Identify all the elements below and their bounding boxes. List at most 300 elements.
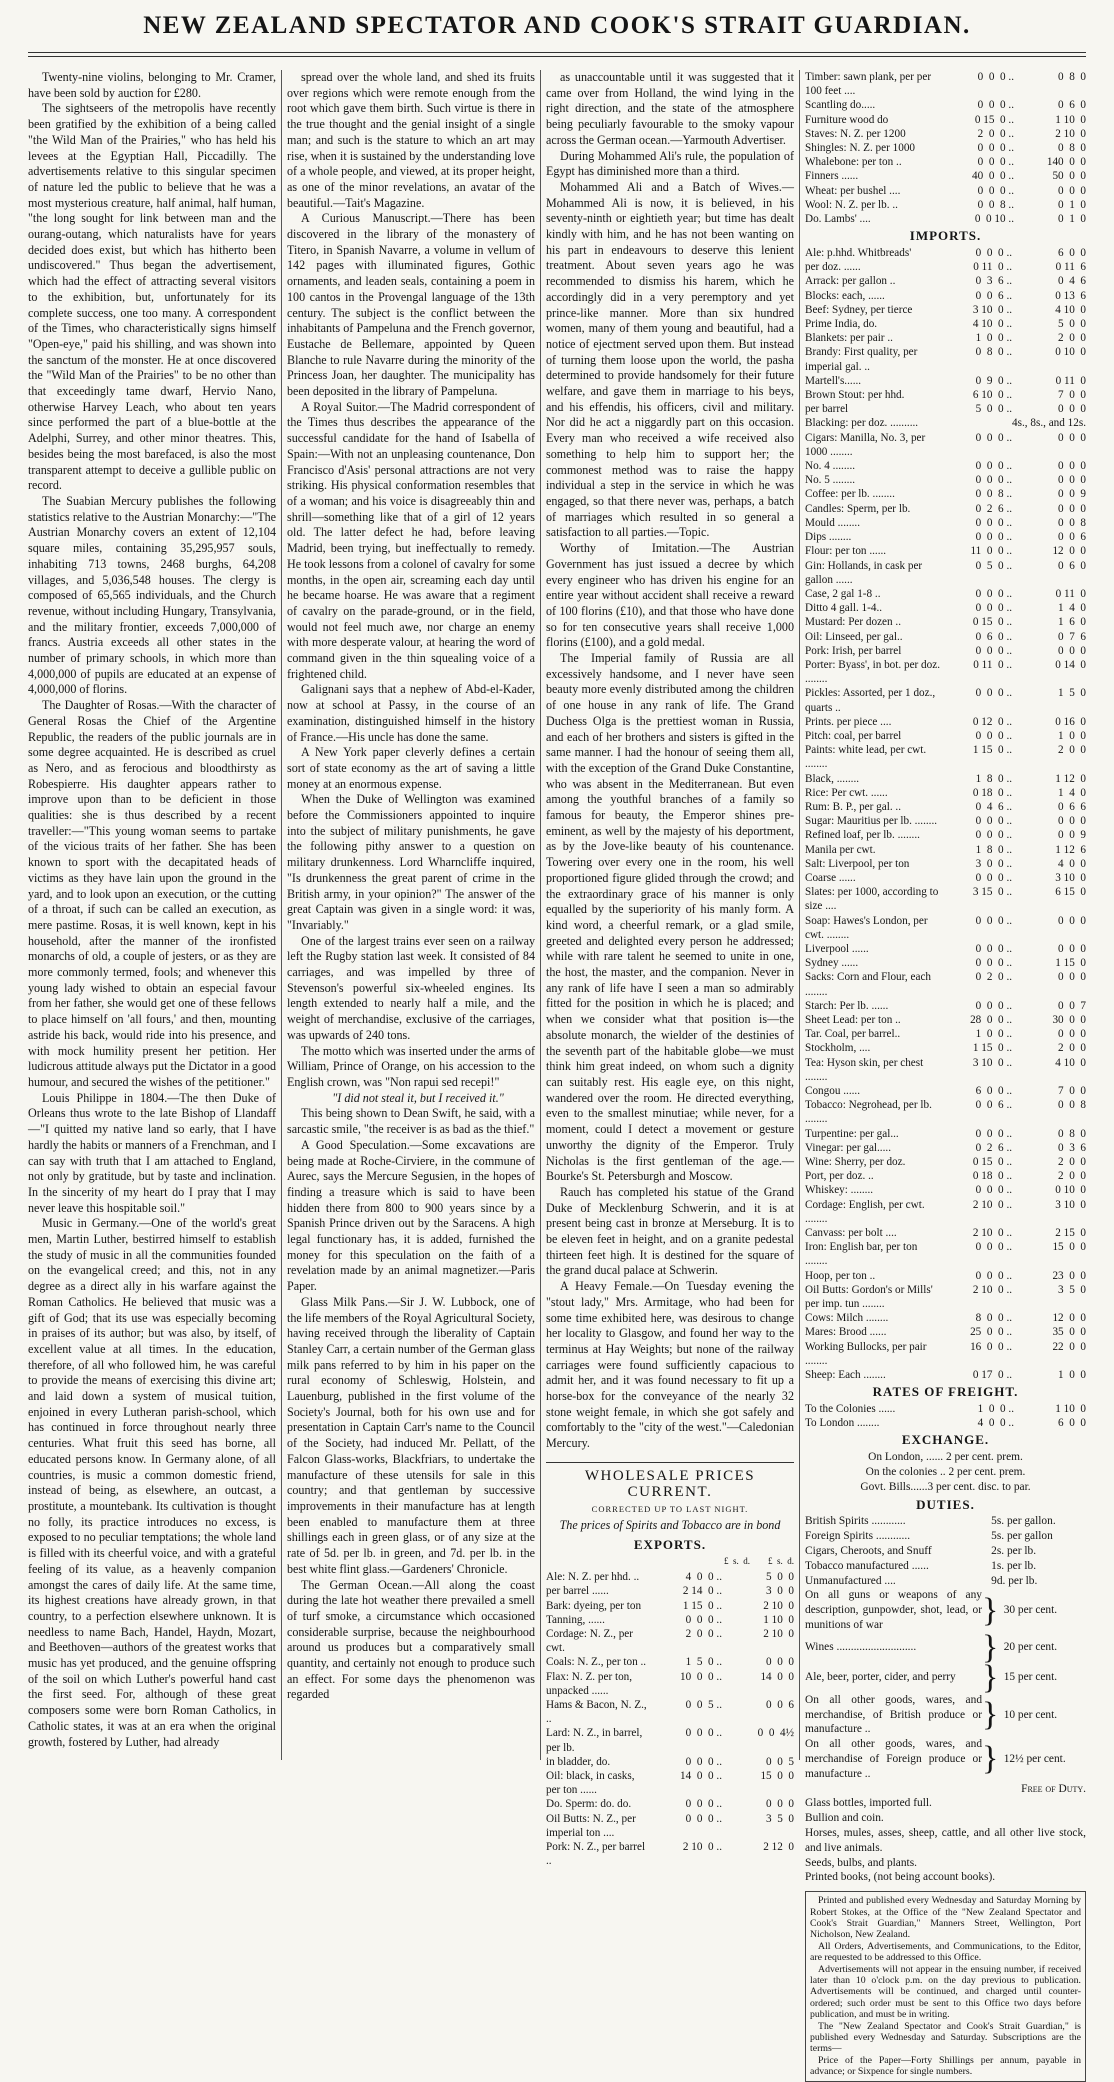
price-low: 5 0 0 .. [975, 403, 1013, 416]
exchange-line: On the colonies .. 2 per cent. prem. [865, 1466, 1026, 1479]
price-low: 0 0 0 .. [977, 184, 1014, 197]
price-item: Prints. per piece .... [805, 715, 892, 728]
price-item: Finners ...... [805, 170, 859, 183]
article-paragraph: When the Duke of Wellington was examined before the Commissioners appointed to inquire into the subject of military punishments, he gave the following pithy answer to a question on military drunkenness. Lord Wharncliffe inquired, "Is drunkenness the great parent of crime in the British army, in your opinion?" The answer of the great Captain was given in a single word: it was, "Invariably." [287, 792, 535, 932]
price-item: Shingles: N. Z. per 1000 [805, 142, 916, 155]
price-item: Cigars: Manilla, No. 3, per 1000 ........ [805, 431, 926, 458]
price-high: 2 12 0 [763, 1840, 794, 1853]
duty-row [805, 1559, 1086, 1574]
import-row [805, 388, 1086, 402]
price-high: 15 0 0 [760, 1769, 794, 1782]
price-item: Porter: Byass', in bot. per doz. ........ [805, 658, 941, 686]
duty-braced-row [805, 1737, 1086, 1781]
import-row [805, 1013, 1086, 1027]
price-high: 4 10 0 [1055, 1056, 1086, 1069]
imprint-line: All Orders, Advertisements, and Communications, to the Editor, are requested to be addressed to this Office. [810, 1940, 1081, 1964]
price-low: 0 9 0 .. [975, 374, 1013, 387]
price-high: 4s., 8s., and 12s. [1012, 417, 1086, 430]
price-high: 0 0 7 [1058, 999, 1086, 1012]
import-row [805, 374, 1086, 388]
import-row [805, 843, 1086, 857]
export-row [546, 1698, 794, 1726]
price-high: 0 0 8 [1058, 516, 1086, 529]
price-item: Timber: sawn plank, per per 100 feet .... [805, 71, 932, 98]
price-item: Congou ...... [805, 1085, 861, 1098]
column-rule [281, 70, 282, 1760]
import-row [805, 1183, 1086, 1197]
price-low: 6 10 0 .. [972, 389, 1013, 402]
exchange-heading: EXCHANGE. [901, 1432, 990, 1448]
price-low: 2 10 0 .. [972, 1283, 1013, 1296]
duty-item: Cigars, Cheroots, and Snuff [805, 1545, 932, 1558]
price-high: 4 0 0 [1058, 857, 1086, 870]
price-low: 0 0 0 .. [685, 1613, 722, 1626]
price-high: 0 11 6 [1055, 261, 1086, 274]
price-low: 3 10 0 .. [972, 303, 1013, 316]
duty-item: Foreign Spirits ............ [805, 1530, 911, 1543]
import-row [805, 473, 1086, 487]
article-paragraph: Galignani says that a nephew of Abd-el-Kader, now at school at Passy, in the course of an examination, distinguished himself in the history of France.—His uncle has done the same. [287, 682, 535, 744]
price-item: Sugar: Mauritius per lb. ........ [805, 815, 938, 828]
duties-braced-table [805, 1588, 1086, 1781]
price-high: 0 6 6 [1058, 800, 1086, 813]
price-high: 6 0 0 [1058, 1417, 1086, 1430]
free-item: Glass bottles, imported full. [805, 1797, 932, 1810]
export-row [805, 141, 1086, 155]
article-paragraph: Rauch has completed his statue of the Grand Duke of Mecklenburg Schwerin, and it is at present being cast in bronze at Merseburg. It is to be eleven feet in height, and on a granite pedestal thirteen feet high. It is destined for the square of the grand ducal palace at Schwerin. [546, 1184, 794, 1278]
price-item: Port, per doz. .. [805, 1170, 874, 1183]
price-high: 0 10 0 [1055, 346, 1086, 359]
price-low: 16 0 0 .. [970, 1340, 1013, 1353]
free-item: Horses, mules, asses, sheep, cattle, and all other live stock, and live animals. [805, 1827, 1086, 1854]
price-item: Sydney ...... [805, 957, 859, 970]
duty-rate: 2s. per lb. [991, 1545, 1037, 1558]
price-item: Soap: Hawes's London, per cwt. ........ [805, 914, 928, 941]
duty-item: Wines ............................ [805, 1641, 917, 1654]
duty-row [805, 1574, 1086, 1589]
price-low: 0 0 0 .. [975, 729, 1013, 742]
export-row [805, 198, 1086, 212]
price-item: Beef: Sydney, per tierce [805, 303, 913, 316]
price-item: Flour: per ton ...... [805, 545, 887, 558]
price-item: Hams & Bacon, N. Z., .. [546, 1698, 647, 1726]
price-low: 28 0 0 .. [970, 1014, 1013, 1026]
price-high: 2 0 0 [1058, 1042, 1086, 1055]
price-item: Whalebone: per ton .. [805, 156, 902, 169]
price-high: 2 10 0 [1055, 127, 1086, 140]
import-row [805, 345, 1086, 373]
price-low: 0 0 0 .. [975, 914, 1013, 927]
price-high: 6 15 0 [1055, 886, 1086, 899]
price-high: 0 6 0 [1058, 99, 1086, 112]
price-high: 3 10 0 [1055, 1198, 1086, 1211]
price-item: Working Bullocks, per pair ........ [805, 1340, 927, 1367]
price-high: 0 13 6 [1055, 289, 1086, 302]
import-row [805, 1084, 1086, 1098]
price-high: 1 6 0 [1058, 616, 1086, 629]
exports-table-continued [805, 70, 1086, 226]
export-row [546, 1812, 794, 1840]
price-low: 0 18 0 .. [972, 786, 1013, 799]
price-high: 1 10 0 [1055, 1403, 1086, 1416]
price-low: 8 0 0 .. [975, 1312, 1013, 1325]
price-item: Rice: Per cwt. ...... [805, 786, 888, 799]
article-paragraph: A Heavy Female.—On Tuesday evening the "stout lady," Mrs. Armitage, who had been for some time exhibited here, was desirous to change her locality to Glasgow, and found her way to the terminus at Hay Weights; but none of the railway carriages were found sufficiently capacious to admit her, and it was found necessary to fit up a horse-box for the conveyance of the nearly 32 stone weight female, in which she got safely and comfortably to the "city of the west."—Caledonian Mercury. [546, 1279, 794, 1451]
price-item: Staves: N. Z. per 1200 [805, 127, 906, 140]
price-high: 0 0 0 [1058, 914, 1086, 927]
price-high: 0 0 6 [766, 1698, 794, 1711]
price-item: Cordage: N. Z., per cwt. [546, 1627, 633, 1655]
import-row [805, 800, 1086, 814]
price-high: 0 16 0 [1055, 715, 1086, 728]
price-low: 0 0 0 .. [975, 1241, 1013, 1254]
price-low: 1 15 0 .. [682, 1599, 722, 1612]
price-high: 1 0 0 [1058, 1369, 1086, 1382]
price-low: 0 0 0 .. [975, 871, 1013, 884]
price-item: Candles: Sperm, per lb. [805, 502, 911, 515]
price-item: Paints: white lead, per cwt. ........ [805, 744, 927, 771]
price-low: 1 0 0 .. [975, 332, 1013, 345]
brace-glyph: } [982, 1740, 999, 1778]
article-paragraph: This being shown to Dean Swift, he said, with a sarcastic smile, "the receiver is as bad as the thief." [287, 1106, 535, 1137]
price-low: 11 0 0 .. [970, 545, 1013, 558]
price-item: Tar. Coal, per barrel.. [805, 1028, 901, 1041]
free-of-duty-heading: Free of Duty. [1021, 1782, 1086, 1795]
import-row [805, 658, 1086, 686]
price-item: Mares: Brood ...... [805, 1326, 887, 1339]
import-row [805, 743, 1086, 771]
price-item: Lard: N. Z., in barrel, per lb. [546, 1727, 643, 1754]
article-paragraph: Worthy of Imitation.—The Austrian Government has just issued a decree by which every engineer who has driven his engine for an entire year without accident shall receive a reward of 100 florins (£10), and that those who have done so for ten consecutive years shall receive 1,000 florins (£100), and a gold medal. [546, 541, 794, 650]
article-paragraph: spread over the whole land, and shed its fruits over regions which were remote enough from the root which gave them birth. Such virtue is there in the true thought and the genial insight of a single man; and such is the stature to which an art may rise, when it is sustained by the understanding love of a whole people, and viewed, at its proper height, as one of the minor revelations, an avatar of the beautiful.—Tait's Magazine. [287, 70, 535, 210]
price-low: 0 0 0 .. [975, 431, 1013, 444]
duty-row [805, 1514, 1086, 1529]
imprint-line: Advertisements will not appear in the ensuing number, if received later than 10 o'clock p.m. on the day previous to publication. Advertisements will be continued, and charged until counter-ordered; such order must be sent to this Office two days before publication, and must be in writing. [810, 1963, 1081, 2021]
price-high: 0 0 0 [1058, 942, 1086, 955]
export-row [805, 155, 1086, 169]
price-high: 0 0 0 [1058, 502, 1086, 515]
price-low: 2 10 0 .. [972, 1198, 1013, 1211]
price-high: 0 0 6 [1058, 531, 1086, 544]
imprint-box [805, 1891, 1086, 2082]
price-high: 0 0 0 [1058, 474, 1086, 487]
import-row [805, 885, 1086, 913]
duty-rate: 20 per cent. [1003, 1641, 1058, 1654]
import-row [805, 686, 1086, 714]
import-row [805, 530, 1086, 544]
import-row [805, 416, 1086, 430]
price-high: 7 0 0 [1058, 389, 1086, 402]
price-high: 0 1 0 [1058, 213, 1086, 226]
export-row [546, 1726, 794, 1754]
article-paragraph: as unaccountable until it was suggested that it came over from Holland, the wind lying in the right direction, and the state of the atmosphere being peculiarly favourable to the smoky vapour across the German ocean.—Yarmouth Advertiser. [546, 70, 794, 147]
imprint-line: The "New Zealand Spectator and Cook's Strait Guardian," is published every Wednesday and Saturday. Subscriptions are the terms— [810, 2020, 1081, 2055]
price-item: Slates: per 1000, according to size .... [805, 886, 939, 913]
article-paragraph: A Royal Suitor.—The Madrid correspondent of the Times thus describes the appearance of the successful candidate for the hand of Isabella of Spain:—With not an unpleasing countenance, Don Francisco d'Asis' personal attractions are not very striking. His physical conformation resembles that of a woman; and his voice is disagreeably thin and shrill—something like that of a girl of 12 years old. The latter defect he had, before leaving Madrid, been trying, but ineffectually to remedy. He took lessons from a colonel of cavalry for some months, in the open air, screaming each day until he became hoarse. He was aware that a regiment of cavalry on the parade-ground, or in the field, would not feel much awe, nor charge an enemy with more desperate valour, at hearing the word of command given in the thin squealing voice of a frightened child. [287, 399, 535, 681]
exchange-line: On London, ...... 2 per cent. prem. [868, 1451, 1023, 1464]
price-high: 1 10 0 [1055, 113, 1086, 126]
price-low: 0 15 0 .. [972, 1156, 1013, 1169]
article-paragraph: Music in Germany.—One of the world's great men, Martin Luther, bestirred himself to establish the study of music in all the communities founded on the evangelical creed; and this, not in any degree as a direct ally in his warfare against the Roman Catholics. He believed that music was a gift of God; that its use was especially becoming in praises of its author; but was also, by itself, of excellent value at all times. In the education, therefore, of all who followed him, he was careful to provide the means of exercising this divine art; and laid down a system of musical tuition, enjoined in every Lutheran parish-school, which has continued in force throughout nearly three centuries. What fruit this seed has borne, all educated persons know. In Germany alone, of all countries, is music a common domestic friend, instead of being, as elsewhere, an outcast, a prostitute, a mountebank. Its cultivation is thought no folly, its practice introduces no excess, is exposed to no peculiar temptations; the whole land is filled with its cheerful voice, and with a grateful feeling of its value, as a heavenly companion amongst the cares of daily life. At the same time, its highest creations have already grown, in that country, to a perfection elsewhere unknown. It is needless to name Bach, Handel, Haydn, Mozart, and Beethoven—authors of the greatest works that music has yet produced, and the genuine offspring of the soil on which Luther's powerful hand cast the first seed. For, although of these great composers some were born Roman Catholics, in Catholic states, it was at an era when the original growth, fostered by Luther, had already [28, 1216, 276, 1749]
price-item: Mould ........ [805, 516, 861, 529]
price-high: 5 0 0 [1058, 318, 1086, 331]
price-item: Brandy: First quality, per imperial gal. .. [805, 346, 918, 373]
brace-glyph: } [982, 1696, 999, 1734]
price-low: 4 0 0 .. [977, 1417, 1014, 1430]
price-item: Brown Stout: per hhd. [805, 389, 905, 402]
price-high: 1 4 0 [1058, 786, 1086, 799]
price-low: 0 15 0 .. [974, 113, 1014, 126]
price-high: 0 0 0 [1058, 184, 1086, 197]
price-high: 1 12 0 [1055, 772, 1086, 785]
duty-item: Tobacco manufactured ...... [805, 1559, 929, 1572]
free-item: Printed books, (not being account books). [805, 1871, 996, 1884]
price-low: 0 12 0 .. [972, 715, 1013, 728]
price-item: Ale: p.hhd. Whitbreads' [805, 247, 912, 260]
price-item: Pork: N. Z., per barrel .. [546, 1840, 646, 1868]
price-item: Ale: N. Z. per hhd. .. [546, 1571, 640, 1584]
price-item: Bark: dyeing, per ton [546, 1599, 642, 1612]
price-high: 0 0 0 [766, 1656, 794, 1669]
price-high: 2 0 0 [1058, 1170, 1086, 1183]
price-item: Sheep: Each ........ [805, 1369, 886, 1382]
price-item: Wine: Sherry, per doz. [805, 1156, 906, 1169]
price-high: 0 14 0 [1055, 658, 1086, 671]
price-low: 0 0 0 .. [975, 644, 1013, 657]
price-high: 0 0 9 [1058, 488, 1086, 501]
export-row [805, 127, 1086, 141]
price-high: 0 10 0 [1055, 1184, 1086, 1197]
import-row [805, 303, 1086, 317]
price-high: 50 0 0 [1052, 170, 1086, 183]
duties-table [805, 1514, 1086, 1588]
price-low: 0 11 0 .. [973, 261, 1013, 274]
import-row [805, 1127, 1086, 1141]
price-item: Pork: Irish, per barrel [805, 644, 902, 657]
price-item: Furniture wood do [805, 113, 889, 126]
price-high: 2 0 0 [1058, 1156, 1086, 1169]
price-low: 0 0 0 .. [975, 587, 1013, 600]
freight-row [805, 1402, 1086, 1416]
import-row [805, 857, 1086, 871]
price-high: 0 0 8 [1058, 1099, 1086, 1112]
duty-item: On all other goods, wares, and merchandise, of British produce or manufacture .. [805, 1693, 983, 1736]
price-low: 0 0 0 .. [975, 531, 1013, 544]
price-low: 0 8 0 .. [975, 346, 1013, 359]
exports-table [546, 1570, 794, 1868]
price-item: Manila per cwt. [805, 843, 876, 856]
duty-rate: 5s. per gallon [991, 1530, 1053, 1543]
duty-row [805, 1529, 1086, 1544]
import-row [805, 786, 1086, 800]
imports-table [805, 246, 1086, 1382]
duties-block [805, 1514, 1086, 1885]
price-high: 0 0 0 [1058, 1028, 1086, 1041]
export-row [546, 1599, 794, 1613]
price-item: Turpentine: per gal... [805, 1127, 899, 1140]
import-row [805, 630, 1086, 644]
masthead: NEW ZEALAND SPECTATOR AND COOK'S STRAIT GUARDIAN. [143, 12, 971, 39]
price-high: 0 0 0 [1058, 460, 1086, 473]
price-low: 0 0 0 .. [975, 957, 1013, 970]
price-high: 1 0 0 [1058, 729, 1086, 742]
import-row [805, 559, 1086, 587]
price-low: 3 15 0 .. [972, 886, 1013, 899]
import-row [805, 1340, 1086, 1368]
import-row [805, 246, 1086, 260]
price-item: Mustard: Per dozen .. [805, 616, 902, 629]
price-high: 0 0 9 [1058, 829, 1086, 842]
article-paragraph: The Suabian Mercury publishes the following statistics relative to the Austrian Monarchy:—"The Austrian Monarchy covers an extent of 12,104 square miles, containing 35,295,957 souls, inhabiting 713 towns, 2468 burghs, 64,208 villages, and 5,036,548 houses. The clergy is composed of 65,565 individuals, and the Church revenue, without including Hungary, Transylvania, and the military frontier, exceeds 7,000,000 of francs. Austria exceeds all other states in the number of primary schools, in which more than 4,000,000 of pupils are educated at an expense of 4,000,000 of florins. [28, 493, 276, 697]
price-item: Coals: N. Z., per ton .. [546, 1656, 647, 1669]
price-item: Wool: N. Z. per lb. .. [805, 198, 898, 211]
import-row [805, 1283, 1086, 1311]
price-item: Oil Butts: Gordon's or Mills' per imp. tun ........ [805, 1283, 933, 1311]
price-high: 2 10 0 [763, 1599, 794, 1612]
price-high: 0 8 0 [1058, 71, 1086, 83]
price-item: Liverpool ...... [805, 942, 869, 955]
article-paragraph: The German Ocean.—All along the coast during the late hot weather there prevailed a smell of turf smoke, a circumstance which occasioned considerable surprise, because the neighbourhood around us produces but a comparatively small quantity, and certainly not enough to produce such an effect. For some days the phenomenon was regarded [287, 1577, 535, 1702]
price-low: 0 0 0 .. [975, 460, 1013, 473]
import-row [805, 942, 1086, 956]
import-row [805, 970, 1086, 998]
price-low: 0 17 0 .. [972, 1369, 1013, 1382]
freight-heading: RATES OF FREIGHT. [872, 1384, 1019, 1400]
price-item: in bladder, do. [546, 1755, 611, 1768]
price-low: 0 0 0 .. [685, 1798, 722, 1811]
price-item: Cows: Milch ........ [805, 1312, 889, 1325]
article-paragraph: The motto which was inserted under the arms of William, Prince of Orange, on his accession to the English crown, was "Non rapui sed recepi!" [287, 1043, 535, 1089]
price-item: Case, 2 gal 1-8 .. [805, 587, 881, 600]
price-item: Scantling do..... [805, 99, 876, 112]
price-low: 0 0 5 .. [685, 1698, 722, 1711]
freight-row [805, 1416, 1086, 1430]
price-high: 1 12 6 [1055, 843, 1086, 856]
price-low: 0 2 6 .. [975, 1141, 1013, 1154]
price-low: 0 0 10 .. [974, 213, 1014, 226]
price-item: Coarse ...... [805, 871, 856, 884]
free-item: Bullion and coin. [805, 1812, 884, 1825]
brace-glyph: } [982, 1591, 999, 1629]
masthead-rule-bottom [28, 56, 1086, 57]
exchange-line: Govt. Bills......3 per cent. disc. to par. [860, 1480, 1031, 1493]
price-high: 0 0 4½ [757, 1727, 794, 1740]
price-high: 2 0 0 [1058, 332, 1086, 345]
price-high: 1 5 0 [1058, 687, 1086, 700]
price-high: 0 0 5 [766, 1755, 794, 1768]
import-row [805, 1240, 1086, 1268]
price-low: 6 0 0 .. [975, 1085, 1013, 1098]
article-paragraph: During Mohammed Ali's rule, the population of Egypt has diminished more than a third. [546, 148, 794, 179]
export-row [546, 1627, 794, 1655]
import-row [805, 544, 1086, 558]
price-low: 0 0 8 .. [977, 198, 1014, 211]
price-low: 0 2 0 .. [975, 971, 1013, 984]
import-row [805, 289, 1086, 303]
price-item: Vinegar: per gal..... [805, 1141, 891, 1154]
export-row [546, 1769, 794, 1797]
price-item: Blankets: per pair .. [805, 332, 893, 345]
price-high: 12 0 0 [1052, 1312, 1086, 1325]
price-item: per barrel [805, 403, 849, 416]
import-row [805, 1311, 1086, 1325]
price-low: 0 4 6 .. [975, 800, 1013, 813]
import-row [805, 402, 1086, 416]
duty-braced-row [805, 1588, 1086, 1632]
import-row [805, 1368, 1086, 1382]
export-row [805, 184, 1086, 198]
price-item: Canvass: per bolt .... [805, 1227, 897, 1240]
import-row [805, 1056, 1086, 1084]
price-item: Iron: English bar, per ton ........ [805, 1241, 918, 1268]
price-low: 0 0 0 .. [685, 1812, 722, 1825]
duty-item: On all guns or weapons of any description, gunpowder, shot, lead, or munitions of war [805, 1589, 983, 1632]
price-high: 0 0 0 [766, 1798, 794, 1811]
article-quote: "I did not steal it, but I received it." [332, 1090, 504, 1105]
export-row [546, 1755, 794, 1769]
import-row [805, 260, 1086, 274]
price-low: 0 0 0 .. [975, 829, 1013, 842]
duty-rate: 9d. per lb. [991, 1574, 1038, 1587]
price-item: Sheet Lead: per ton .. [805, 1014, 901, 1026]
import-row [805, 871, 1086, 885]
price-high: 1 4 0 [1058, 602, 1086, 615]
price-item: Black, ........ [805, 772, 860, 785]
import-row [805, 1098, 1086, 1126]
duty-rate: 30 per cent. [1003, 1604, 1058, 1617]
import-row [805, 1169, 1086, 1183]
price-high: 23 0 0 [1052, 1269, 1086, 1282]
price-high: 7 0 0 [1058, 1085, 1086, 1098]
price-item: Do. Lambs' .... [805, 213, 871, 226]
exports-heading: EXPORTS. [633, 1536, 707, 1552]
price-high: 30 0 0 [1052, 1014, 1086, 1026]
export-row [546, 1670, 794, 1698]
duty-item: Unmanufactured .... [805, 1574, 896, 1587]
price-item: Pickles: Assorted, per 1 doz., quarts .. [805, 687, 936, 714]
import-row [805, 956, 1086, 970]
price-low: 0 18 0 .. [972, 1170, 1013, 1183]
price-item: Cordage: English, per cwt. ........ [805, 1198, 925, 1225]
price-high: 0 0 0 [1058, 971, 1086, 984]
price-low: 2 10 0 .. [972, 1227, 1013, 1240]
import-row [805, 1041, 1086, 1055]
price-item: Ditto 4 gall. 1-4.. [805, 602, 883, 615]
price-low: 10 0 0 .. [680, 1670, 722, 1683]
import-row [805, 587, 1086, 601]
price-item: Rum: B. P., per gal. .. [805, 800, 902, 813]
price-low: 0 6 0 .. [975, 630, 1013, 643]
freight-table [805, 1402, 1086, 1430]
import-row [805, 502, 1086, 516]
price-high: 12 0 0 [1052, 545, 1086, 558]
price-item: No. 4 ........ [805, 460, 856, 473]
export-row [805, 169, 1086, 183]
duty-rate: 10 per cent. [1003, 1708, 1058, 1721]
price-item: Blocks: each, ...... [805, 289, 885, 302]
price-low: 0 0 0 .. [975, 1127, 1013, 1140]
price-high: 3 0 0 [766, 1585, 794, 1598]
price-item: Tobacco: Negrohead, per lb. ........ [805, 1099, 932, 1126]
masthead-rule-top [28, 52, 1086, 53]
price-high: 2 0 0 [1058, 744, 1086, 757]
price-high: 0 8 0 [1058, 1127, 1086, 1140]
duty-rate: 12½ per cent. [1003, 1753, 1066, 1766]
price-high: 0 7 6 [1058, 630, 1086, 643]
price-low: 0 0 0 .. [975, 999, 1013, 1012]
price-high: 3 10 0 [1055, 871, 1086, 884]
price-low: 4 10 0 .. [972, 318, 1013, 331]
